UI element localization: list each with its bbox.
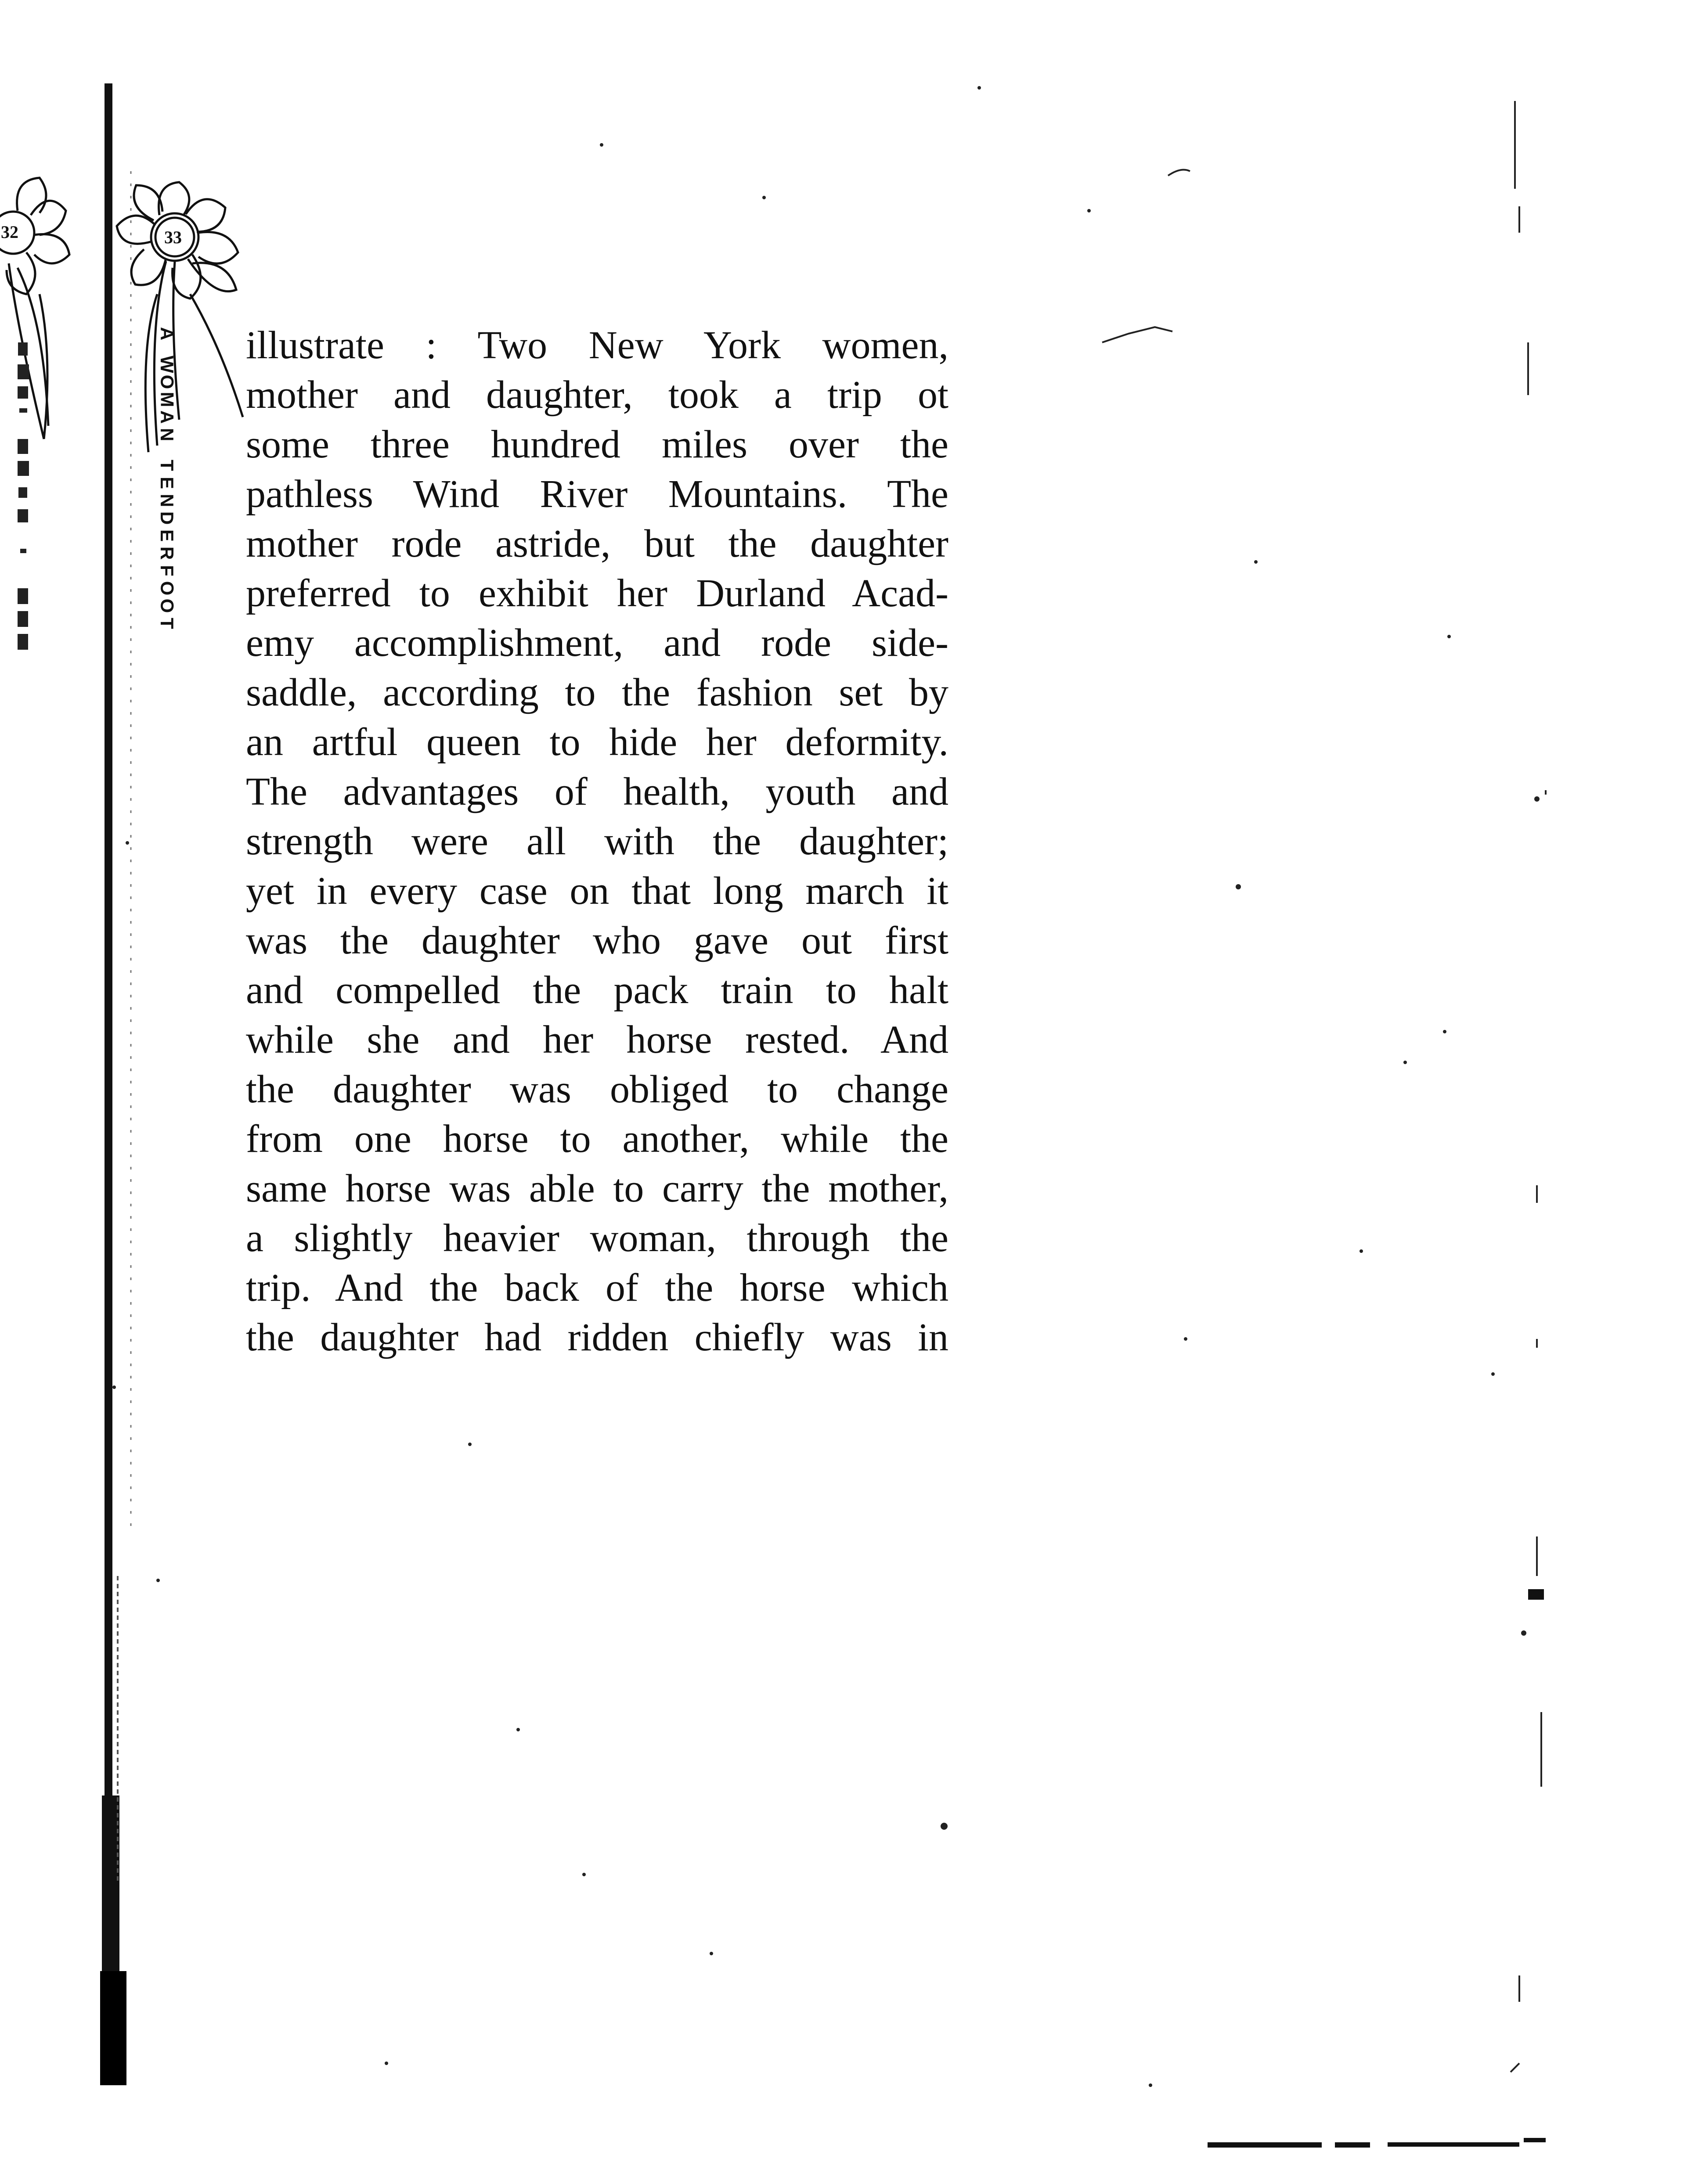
running-head-letter: O xyxy=(156,598,177,613)
running-head-letter: F xyxy=(157,565,177,576)
running-head-letter: R xyxy=(157,546,177,560)
text-line: some three hundred miles over the xyxy=(246,423,948,466)
running-head-letter: T xyxy=(157,618,177,629)
text-line: was the daughter who gave out first xyxy=(246,919,948,962)
text-line: mother rode astride, but the daughter xyxy=(246,522,948,565)
text-line: from one horse to another, while the xyxy=(246,1117,948,1161)
text-line: trip. And the back of the horse which xyxy=(246,1266,948,1310)
text-line: and compelled the pack train to halt xyxy=(246,968,948,1012)
text-line: The advantages of health, youth and xyxy=(246,770,948,813)
text-line: illustrate : Two New York women, xyxy=(246,324,948,367)
previous-folio: 32 xyxy=(1,222,18,242)
text-line: preferred to exhibit her Durland Acad- xyxy=(246,572,948,615)
running-head-letter: O xyxy=(156,581,177,596)
running-head-letter: O xyxy=(156,374,177,389)
running-head-letter: W xyxy=(157,356,177,373)
text-line: an artful queen to hide her deformity. xyxy=(246,720,948,764)
running-head-letter: T xyxy=(157,460,177,471)
text-line: saddle, according to the fashion set by xyxy=(246,671,948,714)
text-line: pathless Wind River Mountains. The xyxy=(246,472,948,516)
text-line: strength were all with the daughter; xyxy=(246,820,948,863)
text-line: the daughter had ridden chiefly was in xyxy=(246,1316,948,1359)
text-line: a slightly heavier woman, through the xyxy=(246,1216,948,1260)
previous-running-head xyxy=(13,342,40,685)
running-head xyxy=(149,325,184,685)
body-text xyxy=(246,320,948,1362)
text-line: emy accomplishment, and rode side- xyxy=(246,621,948,665)
running-head-letter: N xyxy=(157,493,177,507)
running-head-letter: E xyxy=(156,529,177,542)
text-line: same horse was able to carry the mother, xyxy=(246,1167,948,1210)
running-head-letter: D xyxy=(157,511,177,525)
running-head-letter: N xyxy=(157,428,177,442)
text-line: yet in every case on that long march it xyxy=(246,869,948,913)
running-head-letter: A xyxy=(157,410,177,424)
running-head-letter: M xyxy=(157,392,177,407)
running-head-letter: A xyxy=(157,327,177,341)
folio-number: 33 xyxy=(164,227,182,247)
running-head-letter: E xyxy=(156,476,177,489)
text-line: the daughter was obliged to change xyxy=(246,1068,948,1111)
text-line: mother and daughter, took a trip ot xyxy=(246,373,948,417)
text-line: while she and her horse rested. And xyxy=(246,1018,948,1061)
